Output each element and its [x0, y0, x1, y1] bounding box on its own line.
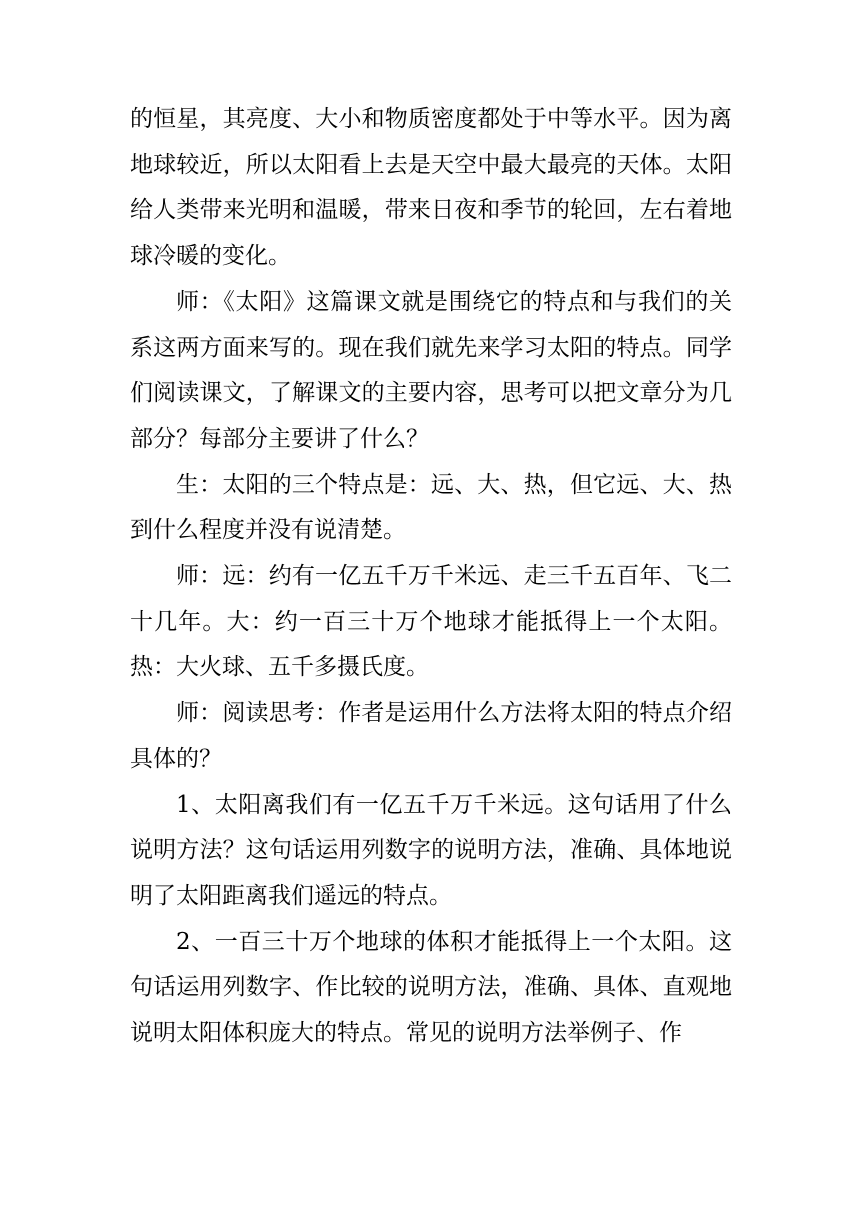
- paragraph-teacher-summary: 师：远：约有一亿五千万千米远、走三千五百年、飞二十几年。大：约一百三十万个地球才能抵得上一个太阳。热：大火球、五千多摄氏度。: [130, 563, 732, 681]
- paragraph-sun-description: 的恒星，其亮度、大小和物质密度都处于中等水平。因为离地球较近，所以太阳看上去是天空中最大最亮的天体。太阳给人类带来光明和温暖，带来日夜和季节的轮回，左右着地球冷暖的变化。: [130, 106, 732, 270]
- paragraph-teacher-question: 师：阅读思考：作者是运用什么方法将太阳的特点介绍具体的？: [130, 700, 732, 772]
- paragraph-teacher-intro: 师：《太阳》这篇课文就是围绕它的特点和与我们的关系这两方面来写的。现在我们就先来学习太阳的特点。同学们阅读课文，了解课文的主要内容，思考可以把文章分为几部分？每部分主要讲了什么？: [130, 288, 732, 452]
- paragraph-point-one: 1、太阳离我们有一亿五千万千米远。这句话用了什么说明方法？这句话运用列数字的说明方法，准确、具体地说明了太阳距离我们遥远的特点。: [130, 791, 732, 909]
- paragraph-point-two: 2、一百三十万个地球的体积才能抵得上一个太阳。这句话运用列数字、作比较的说明方法，准确、具体、直观地说明太阳体积庞大的特点。常见的说明方法举例子、作: [130, 928, 732, 1047]
- paragraph-student-answer: 生：太阳的三个特点是：远、大、热，但它远、大、热到什么程度并没有说清楚。: [130, 471, 732, 544]
- document-body: [130, 97, 732, 1057]
